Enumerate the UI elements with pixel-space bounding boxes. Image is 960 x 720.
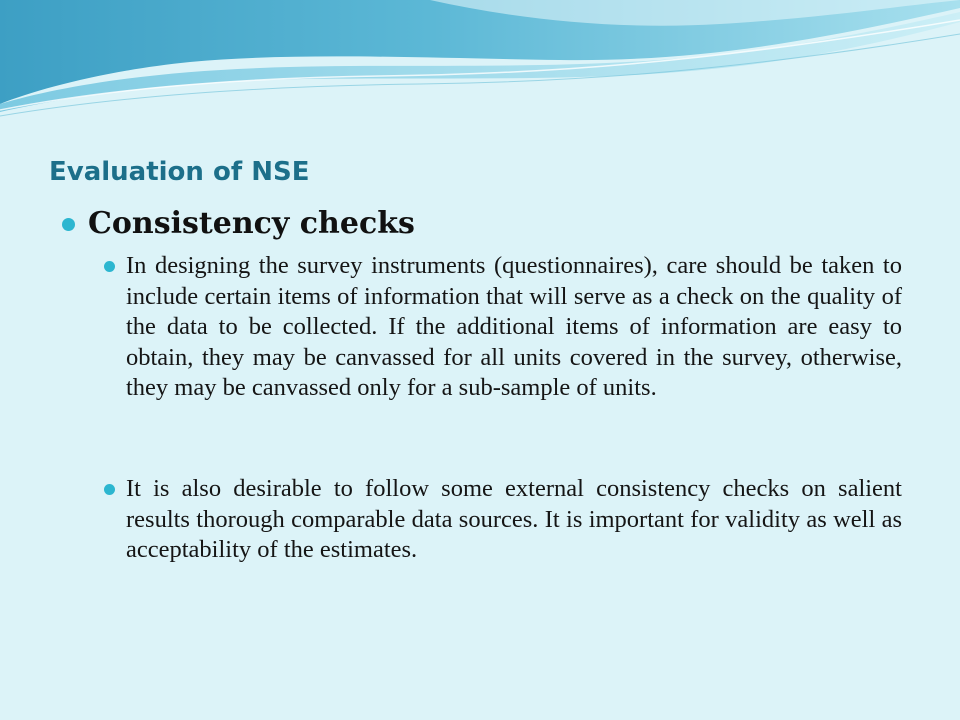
decorative-wave-header: [0, 0, 960, 130]
bullet-text-2: It is also desirable to follow some external consistency checks on salient results thorough comparable data sources. It is important for validity as well as acceptability of the estimates.: [126, 475, 902, 563]
section-heading: Consistency checks: [88, 206, 415, 241]
bullet-icon: [104, 484, 115, 495]
bullet-icon: [62, 218, 75, 231]
bullet-icon: [104, 261, 115, 272]
bullet-text-1: In designing the survey instruments (questionnaires), care should be taken to include certain items of information that will serve as a check on the quality of the data to be collected. If the additional items of information are easy to obtain, they may be canvassed for all units covered in the survey, otherwise, they may be canvassed only for a sub-sample of units.: [126, 252, 902, 401]
slide-title: Evaluation of NSE: [49, 157, 310, 187]
